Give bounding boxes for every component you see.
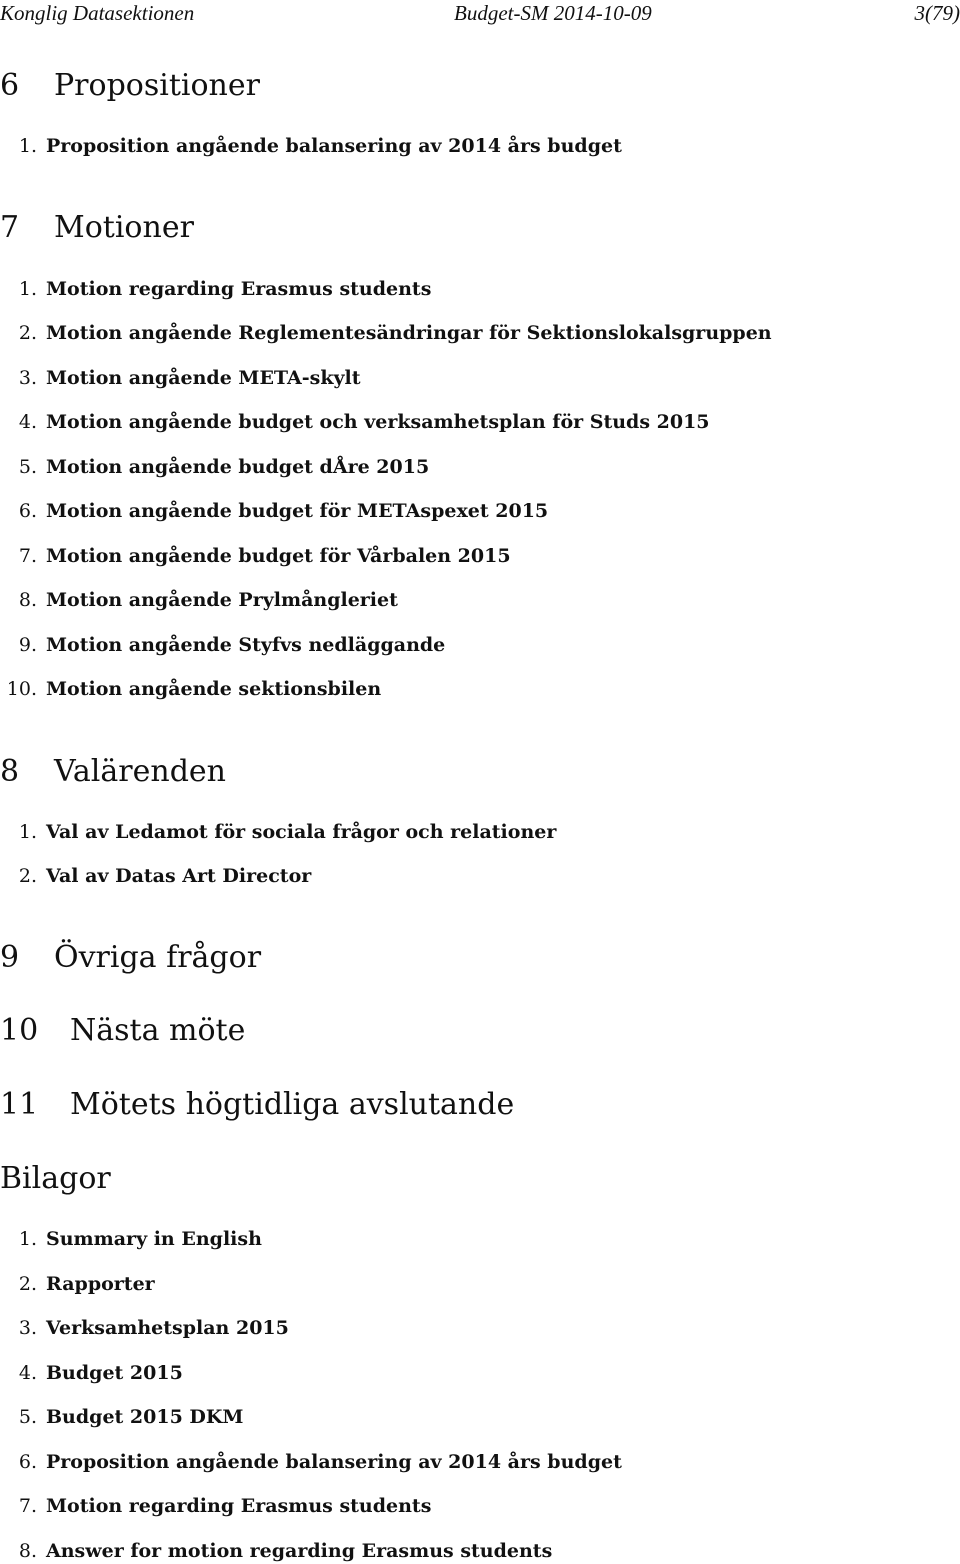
list-item-text: Budget 2015 [46, 1362, 183, 1384]
list-item-text: Motion regarding Erasmus students [46, 1495, 432, 1517]
appendix-title: Bilagor [0, 1161, 111, 1196]
list-item [0, 498, 548, 524]
list-item-number: 2. [18, 1273, 37, 1295]
list-item [0, 409, 710, 435]
header-organization: Konglig Datasektionen [0, 1, 195, 25]
list-item-number: 4. [18, 1362, 37, 1384]
list-item [0, 587, 398, 613]
list-item [0, 1449, 622, 1475]
section-title: Propositioner [54, 68, 260, 103]
list-item-text: Summary in English [46, 1228, 262, 1250]
section-title: Övriga frågor [54, 940, 262, 975]
list-item [0, 632, 445, 658]
list-item-number: 3. [18, 367, 37, 389]
list-item-text: Verksamhetsplan 2015 [46, 1317, 289, 1339]
list-item-number: 8. [18, 589, 37, 611]
list-item-number: 10. [6, 678, 37, 700]
list-item [0, 1226, 262, 1252]
list-item-number: 7. [18, 545, 37, 567]
list-item [0, 133, 622, 159]
list-item-text: Val av Ledamot för sociala frågor och relationer [46, 821, 557, 843]
list-item-text: Motion angående budget dÅre 2015 [46, 456, 430, 478]
list-item-number: 2. [18, 322, 37, 344]
list-item-number: 1. [18, 135, 37, 157]
section-number: 11 [0, 1087, 39, 1122]
list-item-number: 5. [18, 1406, 37, 1428]
section-number: 7 [0, 210, 20, 245]
list-item-text: Proposition angående balansering av 2014 års budget [46, 135, 622, 157]
list-item-text: Motion angående Styfvs nedläggande [46, 634, 446, 656]
section-heading [0, 208, 194, 248]
section-heading [0, 1011, 245, 1051]
list-item-text: Motion angående budget och verksamhetsplan för Studs 2015 [46, 411, 710, 433]
page-header [0, 0, 960, 30]
list-item-number: 7. [18, 1495, 37, 1517]
list-item [0, 676, 381, 702]
list-item-number: 1. [18, 1228, 37, 1250]
section-title: Valärenden [54, 754, 226, 789]
list-item-number: 1. [18, 821, 37, 843]
list-item-number: 1. [18, 278, 37, 300]
list-item [0, 1538, 552, 1564]
section-number: 10 [0, 1013, 39, 1048]
section-title: Nästa möte [70, 1013, 246, 1048]
list-item-text: Rapporter [46, 1273, 155, 1295]
list-item-text: Motion angående sektionsbilen [46, 678, 382, 700]
list-item [0, 819, 556, 845]
list-item [0, 863, 311, 889]
list-item [0, 276, 431, 302]
list-item-number: 4. [18, 411, 37, 433]
section-number: 8 [0, 754, 20, 789]
list-item-number: 8. [18, 1540, 37, 1562]
section-heading [0, 66, 260, 106]
list-item [0, 1404, 243, 1430]
list-item-number: 6. [18, 1451, 37, 1473]
list-item-text: Budget 2015 DKM [46, 1406, 244, 1428]
list-item [0, 365, 361, 391]
header-page-number: 3(79) [914, 1, 960, 25]
list-item [0, 1315, 289, 1341]
section-number: 6 [0, 68, 20, 103]
header-meeting: Budget-SM 2014-10-09 [454, 1, 652, 25]
list-item-text: Motion angående Reglementesändringar för Sektionslokalsgruppen [46, 322, 772, 344]
list-item-text: Motion angående budget för METAspexet 2015 [46, 500, 549, 522]
list-item-text: Motion angående budget för Vårbalen 2015 [46, 545, 511, 567]
section-heading [0, 1085, 514, 1125]
section-heading [0, 938, 261, 978]
list-item-number: 2. [18, 865, 37, 887]
section-title: Mötets högtidliga avslutande [70, 1087, 515, 1122]
list-item [0, 1360, 183, 1386]
list-item [0, 454, 429, 480]
list-item-text: Val av Datas Art Director [46, 865, 312, 887]
list-item-text: Motion regarding Erasmus students [46, 278, 432, 300]
list-item-number: 6. [18, 500, 37, 522]
list-item-number: 5. [18, 456, 37, 478]
list-item-number: 3. [18, 1317, 37, 1339]
list-item [0, 1493, 431, 1519]
list-item [0, 543, 511, 569]
appendix-heading [0, 1159, 111, 1199]
list-item-text: Answer for motion regarding Erasmus students [46, 1540, 553, 1562]
list-item-text: Motion angående META-skylt [46, 367, 361, 389]
section-number: 9 [0, 940, 20, 975]
list-item [0, 1271, 155, 1297]
list-item-text: Proposition angående balansering av 2014 års budget [46, 1451, 622, 1473]
section-heading [0, 752, 226, 792]
list-item [0, 320, 772, 346]
list-item-number: 9. [18, 634, 37, 656]
list-item-text: Motion angående Prylmångleriet [46, 589, 398, 611]
section-title: Motioner [54, 210, 194, 245]
